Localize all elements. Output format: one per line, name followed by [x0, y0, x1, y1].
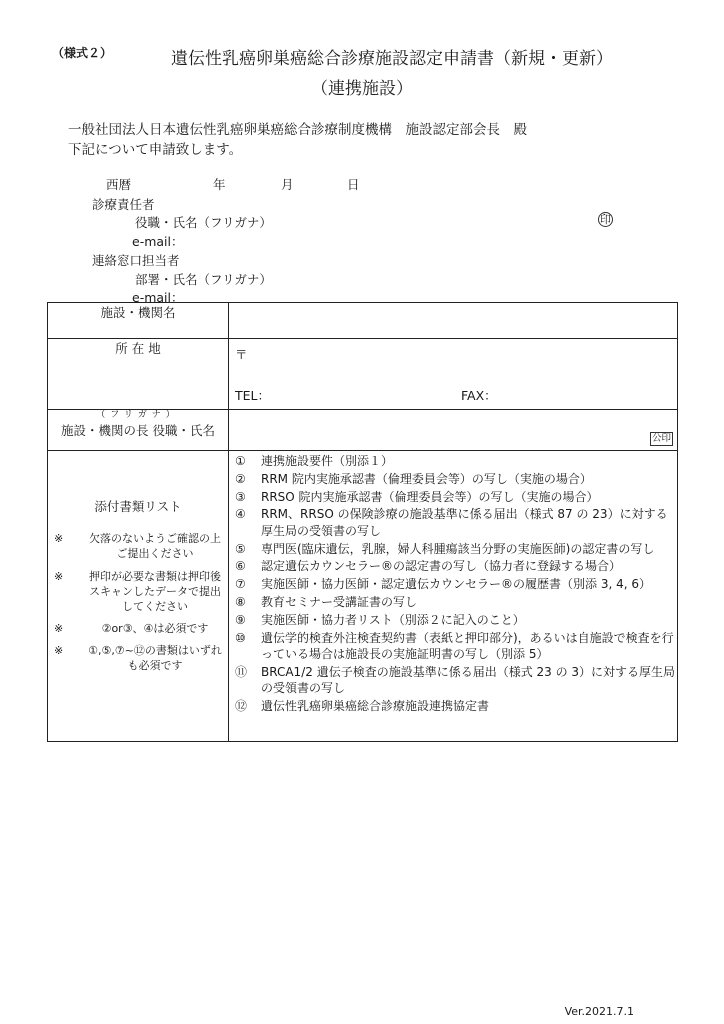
location-label: 所 在 地	[48, 339, 229, 410]
note-item: ※ 欠落のないようご確認の上ご提出ください	[54, 532, 221, 560]
contact-name-label: 部署・氏名（フリガナ）	[135, 272, 272, 287]
tel-label: TEL：	[235, 388, 270, 403]
date-day-label: 日	[347, 177, 360, 192]
fax-label: FAX：	[461, 388, 497, 403]
contact-heading: 連絡窓口担当者	[92, 253, 180, 268]
list-item: ⑫ 遺伝性乳癌卵巣癌総合診療施設連携協定書	[235, 699, 490, 714]
note-item: ※ ①,⑤,⑦~⑫の書類はいずれも必須です	[54, 644, 222, 672]
note-item: ※ ②or③、④は必須です	[54, 622, 209, 635]
note-item: ※ 押印が必要な書類は押印後スキャンしたデータで提出してください	[54, 570, 221, 613]
attachment-list-cell	[229, 451, 678, 742]
document-title: 遺伝性乳癌卵巣癌総合診療施設認定申請書（新規・更新）	[171, 49, 613, 69]
attachments-title: 添付書類リスト	[94, 499, 182, 514]
list-item: ⑩ 遺伝学的検査外注検査契約書（表紙と押印部分)，あるいは自施設で検査を行っている場合は施設長の実施証明書の写し（別添 5）	[235, 630, 674, 662]
list-item: ⑧ 教育セミナー受講証書の写し	[235, 595, 418, 610]
responsible-name-label: 役職・氏名（フリガナ）	[135, 215, 272, 230]
list-item: ③ RRSO 院内実施承認書（倫理委員会等）の写し（実施の場合）	[235, 489, 599, 504]
application-table	[47, 302, 678, 742]
facility-head-label: 施設・機関の長 役職・氏名	[61, 423, 215, 438]
location-field[interactable]	[229, 339, 678, 410]
addressee: 一般社団法人日本遺伝性乳癌卵巣癌総合診療制度機構 施設認定部会長 殿	[68, 122, 527, 138]
list-item: ⑪ BRCA1/2 遺伝子検査の施設基準に係る届出（様式 23 の 3）に対する厚生局の受領書の写し	[235, 664, 676, 696]
version-label: Ver.2021.7.1	[564, 1005, 634, 1018]
request-text: 下記について申請致します。	[68, 142, 243, 158]
responsible-heading: 診療責任者	[92, 197, 155, 212]
date-month-label: 月	[281, 177, 294, 192]
personal-seal-mark: 印	[600, 213, 611, 226]
postal-mark: 〒	[235, 347, 248, 362]
list-item: ② RRM 院内実施承認書（倫理委員会等）の写し（実施の場合）	[235, 471, 592, 486]
list-item: ⑨ 実施医師・協力者リスト（別添２に記入のこと）	[235, 612, 525, 627]
list-item: ④ RRM、RRSO の保険診療の施設基準に係る届出（様式 87 の 23）に対する厚生局の受領書の写し	[235, 507, 668, 538]
document-subtitle: （連携施設）	[311, 79, 413, 99]
list-item: ⑦ 実施医師・協力医師・認定遺伝カウンセラー®の履歴書（別添 3, 4, 6）	[235, 577, 651, 592]
facility-head-field[interactable]	[229, 410, 678, 451]
official-seal-mark: 公印	[651, 433, 671, 444]
responsible-email-label: e-mail：	[132, 234, 184, 249]
date-year-label: 年	[213, 177, 226, 192]
facility-head-label-cell	[48, 410, 229, 451]
facility-head-furigana: （フリガナ）	[96, 410, 180, 420]
attachment-list	[229, 451, 677, 715]
date-era-label: 西暦	[106, 177, 132, 192]
facility-name-field[interactable]	[229, 303, 678, 339]
facility-name-label: 施設・機関名	[48, 303, 229, 339]
contact-email-label: e-mail：	[132, 290, 184, 305]
list-item: ⑥ 認定遺伝カウンセラー®の認定書の写し（協力者に登録する場合）	[235, 559, 622, 574]
attachment-notes-cell	[48, 451, 229, 742]
list-item: ⑤ 専門医(臨床遺伝，乳腺，婦人科腫瘍該当分野の実施医師)の認定書の写し	[235, 541, 655, 556]
form-number-label: （様式２）	[52, 46, 113, 60]
list-item: ① 連携施設要件（別添１）	[235, 454, 394, 468]
